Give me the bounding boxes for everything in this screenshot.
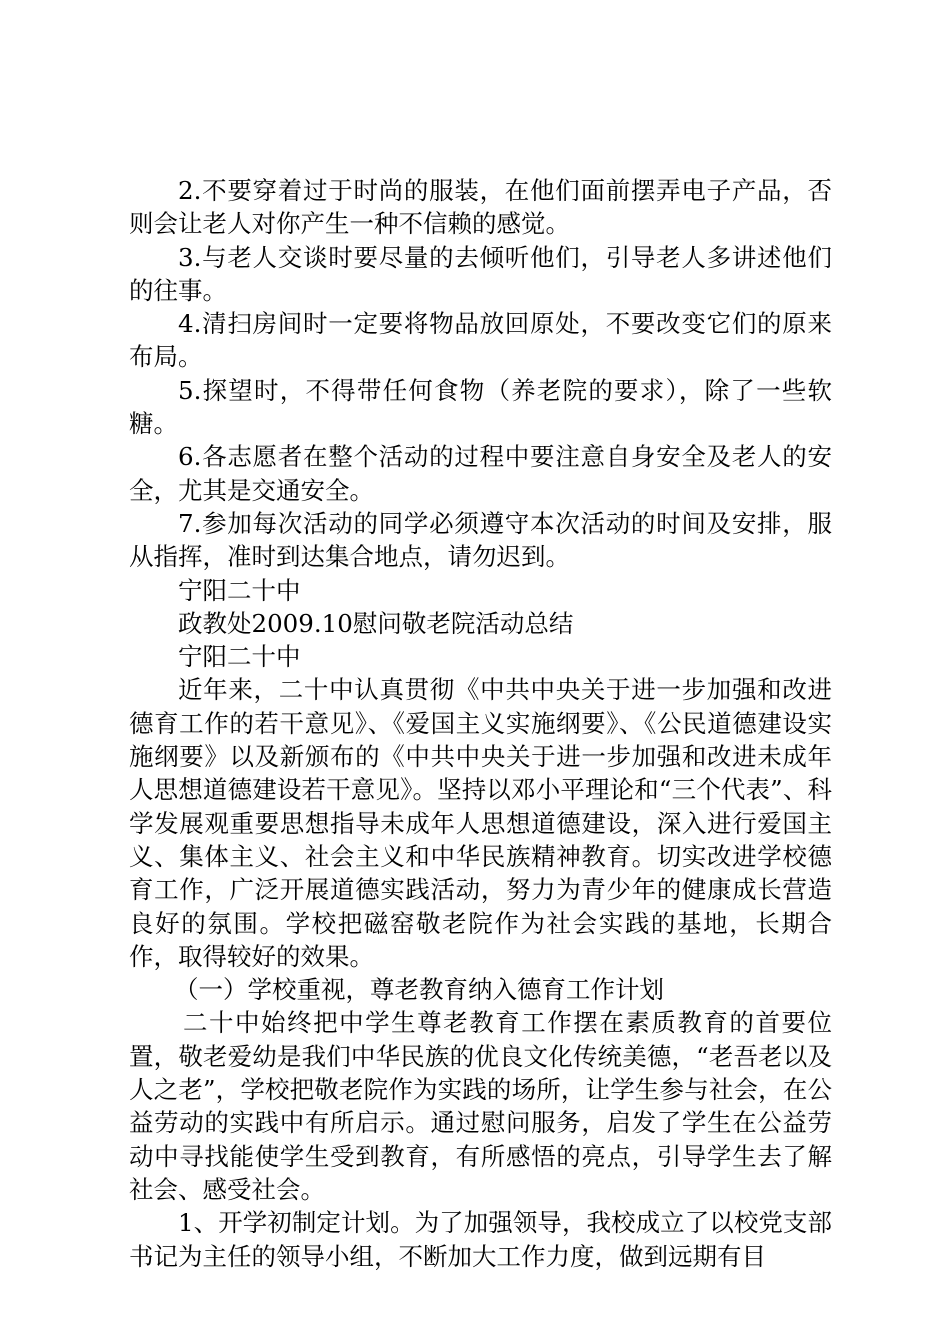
paragraph-plan: 1、开学初制定计划。为了加强领导，我校成立了以校党支部书记为主任的领导小组，不断加大工作力度，做到远期有目 bbox=[129, 1208, 832, 1271]
paragraph-rule-4: 4.清扫房间时一定要将物品放回原处，不要改变它们的原来布局。 bbox=[129, 309, 832, 372]
section-heading-1: （一）学校重视，尊老教育纳入德育工作计划 bbox=[174, 975, 664, 1005]
paragraph-section-1: 二十中始终把中学生尊老教育工作摆在素质教育的首要位置，敬老爱幼是我们中华民族的优良文化传统美德，“老吾老以及人之老”，学校把敬老院作为实践的场所，让学生参与社会，在公益劳动的实践中有所启示。通过慰问服务，启发了学生在公益劳动中寻找能使学生受到教育，有所感悟的亮点，引导学生去了解社会、感受社会。 bbox=[129, 1008, 832, 1204]
paragraph-rule-5: 5.探望时，不得带任何食物（养老院的要求），除了一些软糖。 bbox=[129, 375, 832, 439]
paragraph-rule-7: 7.参加每次活动的同学必须遵守本次活动的时间及安排，服从指挥，准时到达集合地点，请勿迟到。 bbox=[129, 508, 832, 572]
document-title: 政教处2009.10慰问敬老院活动总结 bbox=[178, 608, 574, 638]
school-name-author: 宁阳二十中 bbox=[178, 642, 301, 672]
document-body bbox=[129, 174, 832, 1273]
paragraph-rule-2: 2.不要穿着过于时尚的服装，在他们面前摆弄电子产品，否则会让老人对你产生一种不信赖的感觉。 bbox=[129, 176, 832, 239]
paragraph-rule-6: 6.各志愿者在整个活动的过程中要注意自身安全及老人的安全，尤其是交通安全。 bbox=[129, 442, 832, 505]
paragraph-rule-3: 3.与老人交谈时要尽量的去倾听他们，引导老人多讲述他们的往事。 bbox=[129, 242, 832, 305]
paragraph-introduction: 近年来，二十中认真贯彻《中共中央关于进一步加强和改进德育工作的若干意见》、《爱国主义实施纲要》、《公民道德建设实施纲要》以及新颁布的《中共中央关于进一步加强和改进未成年人思想道德建设若干意见》。坚持以邓小平理论和“三个代表”、科学发展观重要思想指导未成年人思想道德建设，深入进行爱国主义、集体主义、社会主义和中华民族精神教育。切实改进学校德育工作，广泛开展道德实践活动，努力为青少年的健康成长营造良好的氛围。学校把磁窑敬老院作为社会实践的基地，长期合作，取得较好的效果。 bbox=[129, 675, 832, 971]
school-name-signature: 宁阳二十中 bbox=[178, 575, 301, 605]
